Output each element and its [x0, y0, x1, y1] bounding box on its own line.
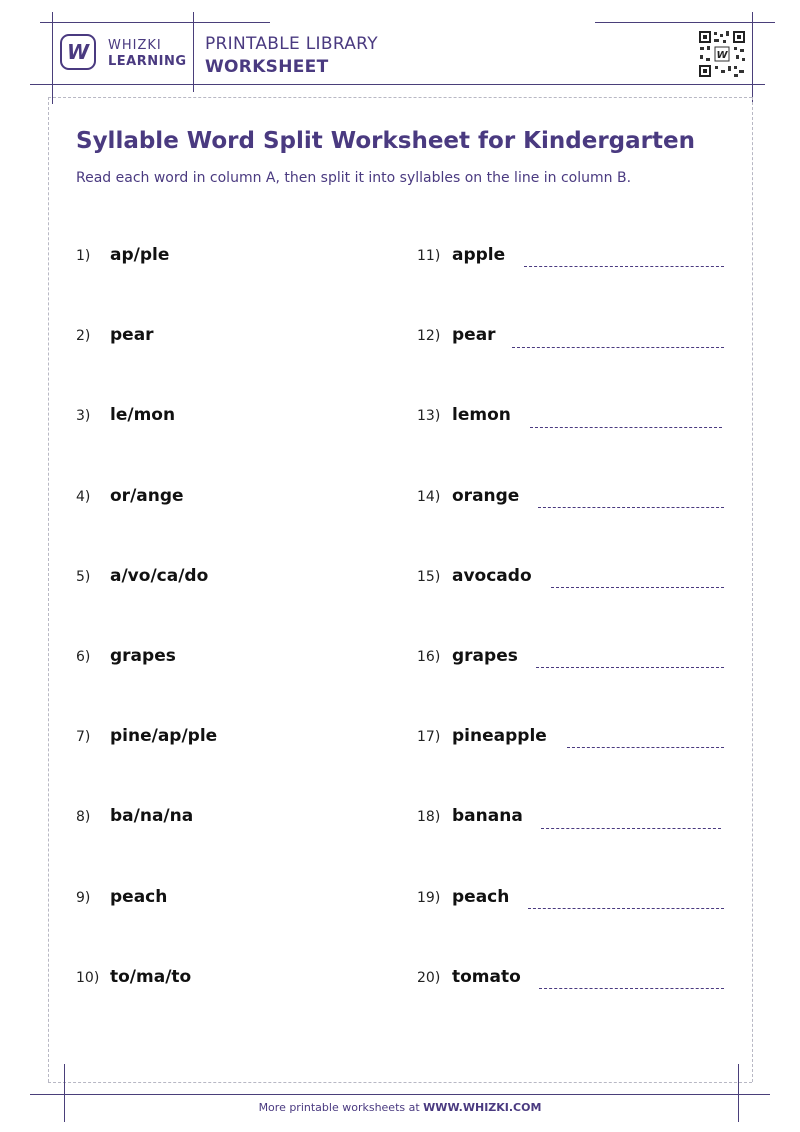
worksheet-label: WORKSHEET	[205, 57, 329, 77]
whole-word: lemon	[452, 405, 511, 425]
item-number: 10)	[76, 970, 100, 986]
header-left-rule	[52, 12, 53, 104]
whole-word: pineapple	[452, 726, 547, 746]
item-number: 12)	[417, 328, 441, 344]
whizki-logo-icon[interactable]	[60, 34, 96, 70]
answer-line[interactable]	[567, 747, 724, 748]
page-border-bottom	[48, 1082, 752, 1083]
answer-line[interactable]	[538, 507, 724, 508]
brand-name-top: WHIZKI	[108, 38, 162, 53]
qr-center-letter: W	[716, 50, 728, 61]
footer-rule	[30, 1094, 770, 1095]
whole-word: grapes	[452, 646, 518, 666]
logo-letter: W	[66, 40, 90, 64]
whole-word: orange	[452, 486, 520, 506]
answer-line[interactable]	[530, 427, 722, 428]
item-number: 14)	[417, 489, 441, 505]
answer-line[interactable]	[512, 347, 724, 348]
brand-name-bottom: LEARNING	[108, 54, 187, 69]
item-number: 20)	[417, 970, 441, 986]
item-number: 15)	[417, 569, 441, 585]
footer	[0, 1101, 800, 1114]
split-word: a/vo/ca/do	[110, 566, 209, 586]
whole-word: tomato	[452, 967, 521, 987]
item-number: 7)	[76, 729, 91, 745]
split-word: to/ma/to	[110, 967, 192, 987]
whole-word: banana	[452, 806, 523, 826]
page-title: Syllable Word Split Worksheet for Kindergarten	[76, 128, 695, 154]
library-label: PRINTABLE LIBRARY	[205, 34, 378, 54]
split-word: ap/ple	[110, 245, 170, 265]
qr-code-icon[interactable]	[698, 30, 746, 78]
item-number: 19)	[417, 890, 441, 906]
whole-word: apple	[452, 245, 506, 265]
whole-word: avocado	[452, 566, 532, 586]
item-number: 5)	[76, 569, 91, 585]
split-word: pine/ap/ple	[110, 726, 218, 746]
item-number: 11)	[417, 248, 441, 264]
instructions: Read each word in column A, then split it into syllables on the line in column B.	[76, 170, 632, 186]
answer-line[interactable]	[539, 988, 724, 989]
footer-link[interactable]: WWW.WHIZKI.COM	[423, 1101, 542, 1114]
item-number: 6)	[76, 649, 91, 665]
item-number: 9)	[76, 890, 91, 906]
header-bottom-rule	[30, 84, 765, 85]
header-top-rule-right	[595, 22, 775, 23]
whole-word: peach	[452, 887, 510, 907]
header-right-rule	[752, 12, 753, 104]
page-border-left	[48, 97, 49, 1082]
split-word: or/ange	[110, 486, 184, 506]
answer-line[interactable]	[536, 667, 724, 668]
header-top-rule-left	[40, 22, 270, 23]
answer-line[interactable]	[551, 587, 724, 588]
split-word: le/mon	[110, 405, 176, 425]
item-number: 17)	[417, 729, 441, 745]
page-border-top	[48, 97, 752, 98]
header-divider	[193, 12, 194, 92]
item-number: 18)	[417, 809, 441, 825]
answer-line[interactable]	[541, 828, 721, 829]
item-number: 3)	[76, 408, 91, 424]
page-border-right	[752, 97, 753, 1082]
split-word: grapes	[110, 646, 176, 666]
item-number: 1)	[76, 248, 91, 264]
split-word: peach	[110, 887, 168, 907]
item-number: 8)	[76, 809, 91, 825]
split-word: pear	[110, 325, 154, 345]
item-number: 16)	[417, 649, 441, 665]
answer-line[interactable]	[528, 908, 724, 909]
item-number: 4)	[76, 489, 91, 505]
split-word: ba/na/na	[110, 806, 194, 826]
answer-line[interactable]	[524, 266, 724, 267]
footer-text: More printable worksheets at	[258, 1101, 420, 1114]
whole-word: pear	[452, 325, 496, 345]
item-number: 2)	[76, 328, 91, 344]
item-number: 13)	[417, 408, 441, 424]
